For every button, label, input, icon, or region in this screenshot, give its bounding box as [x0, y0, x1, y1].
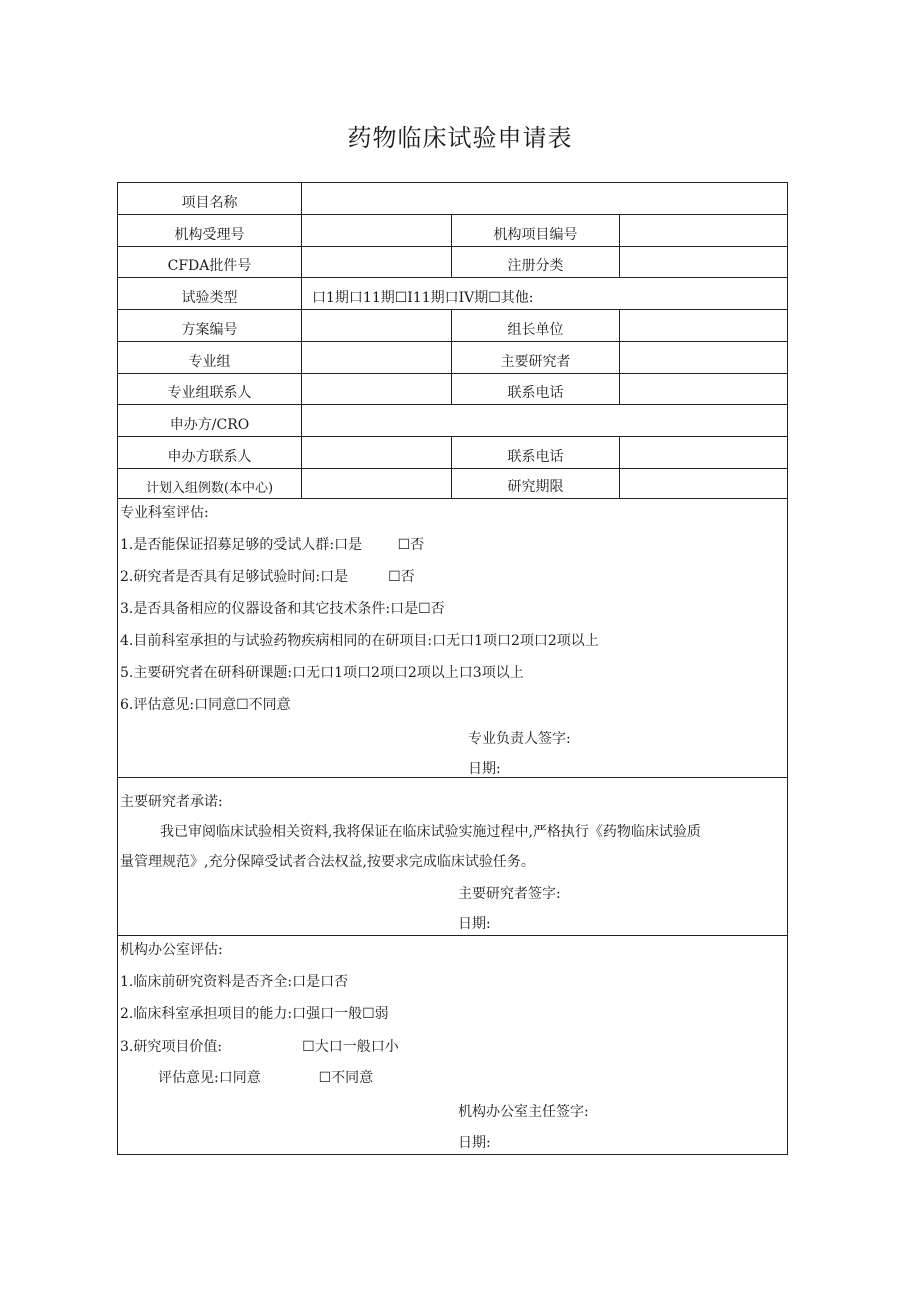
lead-unit-label: 组长单位 — [452, 310, 620, 342]
org-accept-no-field[interactable] — [302, 215, 452, 247]
planned-cases-field[interactable] — [302, 469, 452, 499]
phone-label-1: 联系电话 — [452, 374, 620, 405]
lead-unit-field[interactable] — [620, 310, 788, 342]
dept-head-signature-label: 专业负责人签字: — [468, 731, 571, 747]
office-eval-date-label: 日期: — [458, 1135, 491, 1151]
dept-eval-date-label: 日期: — [468, 761, 501, 777]
pi-date-label: 日期: — [458, 916, 491, 932]
sponsor-cro-label: 申办方/CRO — [118, 405, 302, 437]
principal-investigator-field[interactable] — [620, 342, 788, 374]
phone-label-2: 联系电话 — [452, 437, 620, 469]
office-director-signature-label: 机构办公室主任签字: — [458, 1104, 589, 1120]
sponsor-contact-label: 申办方联系人 — [118, 437, 302, 469]
pi-commitment-section — [118, 778, 788, 936]
office-eval-opinion[interactable]: 评估意见:口同意 ☐不同意 — [158, 1070, 374, 1086]
study-period-label: 研究期限 — [452, 469, 620, 499]
cfda-no-label: CFDA批件号 — [118, 247, 302, 278]
reg-category-label: 注册分类 — [452, 247, 620, 278]
dept-eval-section — [118, 499, 788, 778]
phone-field-1[interactable] — [620, 374, 788, 405]
page-title: 药物临床试验申请表 — [347, 124, 573, 152]
org-project-no-label: 机构项目编号 — [452, 215, 620, 247]
group-contact-field[interactable] — [302, 374, 452, 405]
application-form — [117, 182, 788, 1155]
project-name-label: 项目名称 — [118, 183, 302, 215]
project-name-field[interactable] — [302, 183, 788, 215]
trial-type-label: 试验类型 — [118, 278, 302, 310]
office-eval-item[interactable]: 1.临床前研究资料是否齐全:口是口否 — [120, 974, 349, 990]
cfda-no-field[interactable] — [302, 247, 452, 278]
dept-eval-item[interactable]: 4.目前科室承担的与试验药物疾病相同的在研项目:口无口1项口2项口2项以上 — [120, 633, 599, 649]
org-accept-no-label: 机构受理号 — [118, 215, 302, 247]
sponsor-cro-field[interactable] — [302, 405, 788, 437]
office-eval-heading: 机构办公室评估: — [120, 942, 223, 958]
planned-cases-label: 计划入组例数(本中心) — [118, 469, 302, 499]
study-period-field[interactable] — [620, 469, 788, 499]
dept-eval-item[interactable]: 2.研究者是否具有足够试验时间:口是 ☐否 — [120, 569, 415, 585]
specialty-group-field[interactable] — [302, 342, 452, 374]
dept-eval-item[interactable]: 5.主要研究者在研科研课题:口无口1项口2项口2项以上口3项以上 — [120, 665, 524, 681]
phone-field-2[interactable] — [620, 437, 788, 469]
dept-eval-item[interactable]: 3.是否具备相应的仪器设备和其它技术条件:口是☐否 — [120, 601, 445, 617]
dept-eval-item[interactable]: 6.评估意见:口同意☐不同意 — [120, 697, 291, 713]
group-contact-label: 专业组联系人 — [118, 374, 302, 405]
pi-commitment-heading: 主要研究者承诺: — [120, 794, 223, 810]
pi-commitment-text: 量管理规范》,充分保障受试者合法权益,按要求完成临床试验任务。 — [120, 854, 535, 870]
office-eval-item[interactable]: 2.临床科室承担项目的能力:口强口一般☐弱 — [120, 1006, 389, 1022]
office-eval-section — [118, 936, 788, 1155]
dept-eval-heading: 专业科室评估: — [120, 505, 209, 521]
protocol-no-label: 方案编号 — [118, 310, 302, 342]
office-eval-item[interactable]: 3.研究项目价值: ☐大口一般口小 — [120, 1039, 399, 1055]
reg-category-field[interactable] — [620, 247, 788, 278]
sponsor-contact-field[interactable] — [302, 437, 452, 469]
specialty-group-label: 专业组 — [118, 342, 302, 374]
pi-commitment-text: 我已审阅临床试验相关资料,我将保证在临床试验实施过程中,严格执行《药物临床试验质 — [160, 824, 701, 840]
org-project-no-field[interactable] — [620, 215, 788, 247]
pi-signature-label: 主要研究者签字: — [458, 886, 561, 902]
principal-investigator-label: 主要研究者 — [452, 342, 620, 374]
protocol-no-field[interactable] — [302, 310, 452, 342]
trial-type-options[interactable]: 口1期口11期☐I11期口IV期☐其他: — [302, 278, 788, 310]
dept-eval-item[interactable]: 1.是否能保证招募足够的受试人群:口是 ☐否 — [120, 537, 425, 553]
